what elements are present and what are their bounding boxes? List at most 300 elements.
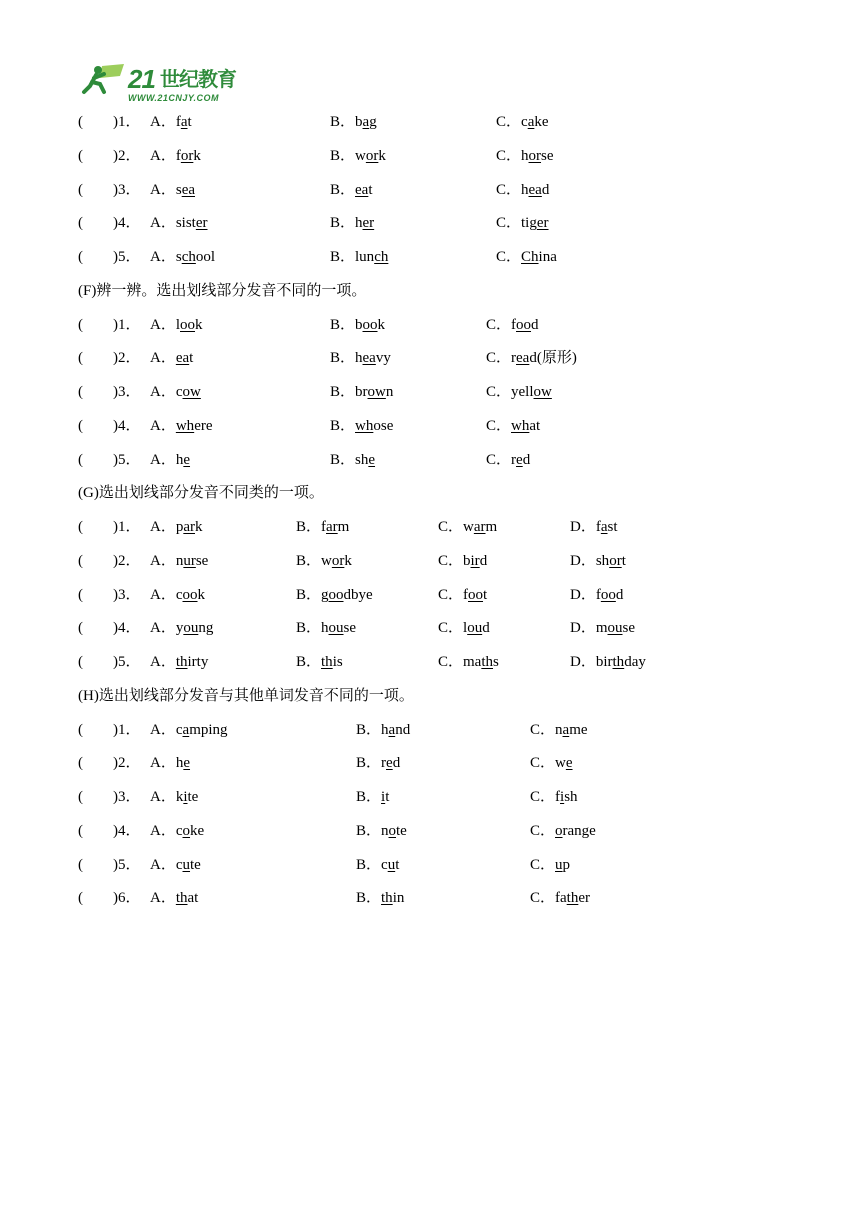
underlined-part: ch (374, 249, 389, 265)
option-letter: B． (330, 417, 356, 434)
option-word: brown (355, 384, 394, 400)
option-letter: D． (570, 586, 596, 603)
option-word: tiger (521, 215, 549, 232)
underlined-part: ea (516, 350, 530, 367)
option-letter: B． (330, 147, 356, 164)
option-a (150, 549, 208, 573)
underlined-part: or (331, 552, 345, 569)
underlined-part: Ch (521, 249, 539, 265)
option-letter: B． (330, 316, 356, 333)
answer-blank[interactable]: ( )3． (78, 586, 141, 603)
answer-blank[interactable]: ( )1． (78, 519, 141, 535)
option-b (356, 886, 404, 910)
option-word: horse (521, 147, 554, 164)
option-letter: B． (330, 215, 356, 232)
underlined-part: u (182, 856, 191, 873)
option-letter: C． (530, 890, 556, 907)
option-letter: A． (150, 215, 176, 232)
option-letter: C． (496, 249, 522, 265)
option-letter: B． (356, 856, 382, 873)
option-a (150, 583, 205, 607)
option-word: red (511, 451, 531, 468)
underlined-part: i (183, 789, 188, 805)
underlined-part: o (182, 822, 191, 839)
option-c (530, 718, 588, 742)
option-letter: B． (296, 654, 322, 670)
option-letter: C． (530, 721, 556, 738)
underlined-part: a (388, 721, 396, 738)
option-a (150, 110, 192, 134)
answer-blank[interactable]: ( )5． (78, 249, 141, 265)
option-word: food (595, 586, 624, 603)
option-word: read(原形) (511, 350, 577, 367)
option-word: nurse (175, 552, 209, 569)
option-word: work (321, 552, 352, 569)
option-c (530, 751, 573, 775)
option-letter: D． (570, 552, 596, 569)
option-word: head (521, 181, 550, 198)
option-b (296, 616, 356, 640)
option-word: warm (463, 519, 498, 535)
option-letter: A． (150, 586, 176, 603)
underlined-part: wh (355, 417, 374, 434)
option-letter: A． (150, 417, 176, 434)
answer-blank[interactable]: ( )2． (78, 147, 141, 164)
option-letter: A． (150, 519, 176, 535)
underlined-part: ur (183, 552, 196, 569)
option-letter: C． (486, 350, 512, 367)
underlined-part: e (565, 755, 573, 772)
underlined-part: th (381, 890, 393, 907)
underlined-part: th (175, 654, 188, 670)
underlined-part: ar (473, 519, 486, 535)
option-a (150, 819, 204, 843)
option-word: eat (355, 181, 373, 198)
underlined-part: ou (607, 620, 623, 637)
underlined-part: oo (180, 316, 196, 333)
option-b (330, 346, 391, 370)
underlined-part: ea (362, 350, 376, 367)
option-b (330, 110, 377, 134)
option-letter: C． (496, 114, 522, 130)
option-letter: A． (150, 114, 176, 130)
underlined-part: ow (533, 384, 552, 400)
answer-blank[interactable]: ( )3． (78, 789, 141, 805)
underlined-part: or (365, 147, 379, 164)
option-b (330, 414, 393, 438)
option-c (438, 515, 497, 539)
option-letter: C． (496, 181, 522, 198)
option-a (150, 853, 201, 877)
option-word: eat (175, 350, 194, 367)
underlined-part: e (183, 755, 191, 772)
option-word: red (381, 755, 401, 772)
option-c (486, 313, 539, 337)
underlined-part: th (612, 654, 625, 670)
option-letter: D． (570, 620, 596, 637)
option-b (330, 144, 386, 168)
underlined-part: u (387, 856, 396, 873)
option-word: that (175, 890, 199, 907)
option-word: kite (175, 789, 199, 805)
answer-blank[interactable]: ( )4． (78, 215, 141, 232)
option-c (496, 110, 549, 134)
option-word: fast (595, 519, 618, 535)
section-heading: (G)选出划线部分发音不同类的一项。 (78, 485, 324, 502)
underlined-part: e (386, 755, 393, 772)
option-word: where (175, 417, 213, 434)
option-a (150, 178, 195, 202)
option-a (150, 211, 208, 235)
option-word: hand (381, 721, 411, 738)
option-letter: C． (486, 384, 512, 400)
underlined-part: ar (183, 519, 195, 535)
underlined-part: th (566, 890, 579, 907)
option-word: thin (381, 890, 405, 907)
option-a (150, 718, 228, 742)
option-letter: A． (150, 620, 176, 637)
option-letter: B． (330, 350, 356, 367)
option-word: fork (175, 147, 201, 164)
option-letter: C． (438, 586, 464, 603)
option-word: look (175, 316, 203, 333)
option-b (356, 718, 410, 742)
option-word: work (355, 147, 386, 164)
option-word: farm (321, 519, 350, 535)
underlined-part: ea (528, 181, 542, 198)
option-word: camping (175, 721, 228, 738)
option-c (438, 583, 487, 607)
option-letter: B． (330, 249, 356, 265)
underlined-part: i (560, 789, 565, 805)
underlined-part: e (368, 451, 376, 468)
option-letter: A． (150, 147, 176, 164)
option-word: fat (175, 114, 192, 130)
option-word: orange (555, 822, 596, 839)
logo-url: WWW.21CNJY.COM (128, 93, 220, 103)
option-c (486, 346, 577, 370)
option-letter: B． (356, 822, 382, 839)
option-word: cook (175, 586, 206, 603)
option-a (150, 785, 198, 809)
option-word: what (511, 417, 541, 434)
underlined-part: er (195, 215, 208, 232)
option-a (150, 616, 213, 640)
option-letter: B． (330, 384, 356, 400)
option-a (150, 313, 203, 337)
underlined-part: oo (328, 586, 344, 603)
underlined-part: oo (516, 316, 532, 333)
option-letter: B． (356, 755, 382, 772)
option-word: cut (381, 856, 400, 873)
option-b (296, 549, 352, 573)
underlined-part: th (321, 654, 333, 670)
underlined-part: er (362, 215, 375, 232)
option-letter: A． (150, 822, 176, 839)
underlined-part: oo (600, 586, 616, 603)
option-d (570, 549, 626, 573)
option-b (296, 650, 343, 674)
option-word: mouse (595, 620, 636, 637)
answer-blank[interactable]: ( )1． (78, 114, 141, 130)
option-letter: C． (530, 856, 556, 873)
option-a (150, 650, 208, 674)
option-word: short (595, 552, 626, 569)
answer-blank[interactable]: ( )2． (78, 552, 141, 569)
option-letter: C． (530, 822, 556, 839)
underlined-part: ou (328, 620, 344, 637)
option-letter: A． (150, 316, 176, 333)
option-letter: C． (486, 417, 512, 434)
underlined-part: ou (467, 620, 483, 637)
logo-chinese-text: 世纪教育 (160, 67, 236, 91)
underlined-part: oo (182, 586, 198, 603)
option-word: cute (175, 856, 201, 873)
option-b (330, 313, 385, 337)
underlined-part: a (527, 114, 535, 130)
option-b (330, 448, 375, 472)
underlined-part: a (182, 721, 190, 738)
option-word: fish (555, 789, 578, 805)
underlined-part: oo (468, 586, 484, 603)
option-letter: A． (150, 789, 176, 805)
option-c (530, 886, 590, 910)
option-word: coke (175, 822, 205, 839)
answer-blank[interactable]: ( )1． (78, 721, 141, 738)
option-letter: C． (438, 552, 464, 569)
section-heading: (H)选出划线部分发音与其他单词发音不同的一项。 (78, 687, 414, 704)
option-word: foot (463, 586, 488, 603)
option-letter: B． (296, 552, 322, 569)
option-a (150, 886, 198, 910)
option-word: bird (463, 552, 488, 569)
option-letter: B． (356, 721, 382, 738)
answer-blank[interactable]: ( )2． (78, 755, 141, 772)
option-word: her (355, 215, 375, 232)
option-word: up (555, 856, 571, 873)
option-b (296, 515, 349, 539)
answer-blank[interactable]: ( )5． (78, 451, 141, 468)
option-word: father (555, 890, 590, 907)
option-word: house (321, 620, 357, 637)
option-letter: A． (150, 890, 176, 907)
underlined-part: th (175, 890, 188, 907)
option-word: loud (463, 620, 490, 637)
option-word: thirty (175, 654, 209, 670)
option-word: lunch (355, 249, 389, 265)
option-c (530, 819, 596, 843)
option-c (496, 178, 549, 202)
option-letter: A． (150, 755, 176, 772)
underlined-part: ow (182, 384, 201, 400)
underlined-part: ea (175, 350, 190, 367)
option-b (356, 785, 389, 809)
option-c (486, 380, 552, 404)
option-letter: A． (150, 552, 176, 569)
answer-blank[interactable]: ( )4． (78, 822, 141, 839)
underlined-part: ea (355, 181, 369, 198)
option-word: park (175, 519, 203, 535)
option-word: young (175, 620, 214, 637)
option-word: whose (355, 417, 394, 434)
option-letter: B． (296, 620, 322, 637)
option-a (150, 380, 201, 404)
option-letter: B． (330, 114, 356, 130)
option-letter: B． (330, 451, 356, 468)
option-letter: B． (356, 890, 382, 907)
logo-number: 21 (128, 64, 155, 94)
underlined-part: ea (181, 181, 196, 198)
option-c (530, 785, 578, 809)
option-word: he (175, 755, 191, 772)
option-letter: A． (150, 181, 176, 198)
underlined-part: er (536, 215, 549, 232)
option-letter: B． (330, 181, 356, 198)
option-c (438, 616, 490, 640)
option-a (150, 245, 215, 269)
answer-blank[interactable]: ( )2． (78, 350, 141, 367)
underlined-part: wh (511, 417, 530, 434)
underlined-part: ow (367, 384, 386, 400)
option-word: school (175, 249, 216, 265)
option-b (356, 853, 399, 877)
option-word: sister (175, 215, 208, 232)
option-word: note (381, 822, 407, 839)
option-letter: C． (438, 519, 464, 535)
option-letter: A． (150, 249, 176, 265)
option-b (330, 178, 373, 202)
option-a (150, 346, 193, 370)
underlined-part: th (481, 654, 494, 670)
option-c (530, 853, 570, 877)
option-b (356, 819, 407, 843)
option-word: China (521, 249, 557, 265)
underlined-part: ar (326, 519, 338, 535)
option-letter: D． (570, 519, 596, 535)
option-word: birthday (595, 654, 646, 670)
option-letter: A． (150, 856, 176, 873)
underlined-part: i (381, 789, 386, 805)
option-letter: A． (150, 350, 176, 367)
option-word: this (321, 654, 343, 670)
option-word: bag (355, 114, 377, 130)
option-a (150, 448, 190, 472)
option-c (438, 650, 499, 674)
option-c (438, 549, 487, 573)
runner-logo-icon (80, 62, 130, 102)
underlined-part: a (180, 114, 188, 130)
option-b (356, 751, 400, 775)
option-word: heavy (355, 350, 391, 367)
answer-blank[interactable]: ( )4． (78, 417, 141, 434)
option-word: cow (175, 384, 201, 400)
option-word: maths (463, 654, 499, 670)
option-letter: C． (496, 215, 522, 232)
underlined-part: or (609, 552, 622, 569)
option-b (296, 583, 373, 607)
answer-blank[interactable]: ( )5． (78, 654, 141, 670)
underlined-part: o (388, 822, 397, 839)
option-letter: C． (486, 316, 512, 333)
underlined-part: a (362, 114, 370, 130)
option-letter: B． (296, 586, 322, 603)
underlined-part: wh (175, 417, 195, 434)
option-c (496, 144, 554, 168)
answer-blank[interactable]: ( )5． (78, 856, 141, 873)
option-word: name (555, 721, 588, 738)
option-letter: A． (150, 721, 176, 738)
option-d (570, 616, 635, 640)
option-letter: A． (150, 384, 176, 400)
answer-blank[interactable]: ( )3． (78, 384, 141, 400)
option-b (330, 380, 393, 404)
option-d (570, 515, 618, 539)
section-heading: (F)辨一辨。选出划线部分发音不同的一项。 (78, 282, 367, 299)
option-d (570, 583, 623, 607)
option-letter: A． (150, 654, 176, 670)
option-a (150, 144, 201, 168)
underlined-part: e (516, 451, 523, 468)
underlined-part: or (180, 147, 194, 164)
option-word: it (381, 789, 390, 805)
option-b (330, 245, 388, 269)
option-c (496, 211, 549, 235)
underlined-part: e (183, 451, 191, 468)
underlined-part: u (555, 856, 563, 873)
underlined-part: oo (362, 316, 378, 333)
underlined-part: a (600, 519, 608, 535)
option-word: she (355, 451, 376, 468)
option-letter: C． (530, 789, 556, 805)
option-word: book (355, 316, 386, 333)
option-c (486, 448, 530, 472)
option-word: he (175, 451, 191, 468)
option-d (570, 650, 646, 674)
option-c (486, 414, 540, 438)
underlined-part: ou (183, 620, 199, 637)
answer-blank[interactable]: ( )4． (78, 620, 141, 637)
option-letter: B． (356, 789, 382, 805)
option-letter: C． (530, 755, 556, 772)
logo (80, 62, 245, 104)
option-word: goodbye (321, 586, 373, 603)
option-letter: D． (570, 654, 596, 670)
option-word: cake (521, 114, 549, 130)
answer-blank[interactable]: ( )6． (78, 890, 141, 907)
underlined-part: o (555, 822, 563, 839)
underlined-part: ch (181, 249, 196, 265)
option-b (330, 211, 374, 235)
option-a (150, 751, 190, 775)
option-letter: C． (486, 451, 512, 468)
option-c (496, 245, 557, 269)
option-word: food (511, 316, 539, 333)
underlined-part: a (562, 721, 570, 738)
option-letter: C． (496, 147, 522, 164)
option-letter: B． (296, 519, 322, 535)
underlined-part: ir (470, 552, 480, 569)
option-word: we (555, 755, 573, 772)
answer-blank[interactable]: ( )1． (78, 316, 141, 333)
option-letter: C． (438, 654, 464, 670)
answer-blank[interactable]: ( )3． (78, 181, 141, 198)
option-a (150, 515, 203, 539)
option-a (150, 414, 213, 438)
option-letter: A． (150, 451, 176, 468)
underlined-part: or (528, 147, 542, 164)
option-letter: C． (438, 620, 464, 637)
option-word: sea (175, 181, 196, 198)
